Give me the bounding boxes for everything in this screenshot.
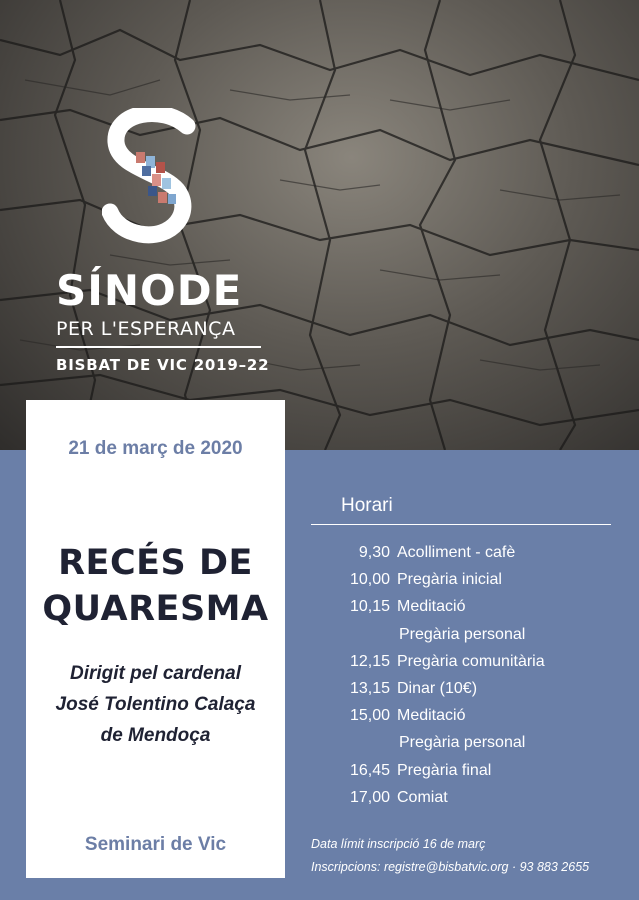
schedule-time: 10,00 <box>349 571 390 589</box>
registration-contact: Inscripcions: registre@bisbatvic.org · 93 883 2655 <box>311 860 590 874</box>
schedule-activity: Dinar (10€) <box>397 679 478 697</box>
logo-divider <box>56 346 261 348</box>
director-line-1: Dirigit pel cardenal <box>69 663 242 684</box>
logo-subtitle: PER L'ESPERANÇA <box>56 318 236 340</box>
schedule-activity: Pregària inicial <box>397 571 502 589</box>
event-venue: Seminari de Vic <box>84 834 227 855</box>
director-line-2: José Tolentino Calaça <box>55 694 256 715</box>
logo-title: SÍNODE <box>56 266 243 315</box>
synod-s-emblem <box>102 108 212 248</box>
event-director <box>26 658 285 751</box>
schedule-activity: Pregària personal <box>399 734 526 752</box>
event-title-line-1: RECÉS DE <box>58 543 253 583</box>
schedule-time: 12,15 <box>349 652 390 670</box>
schedule-divider <box>311 524 611 525</box>
schedule-time: 13,15 <box>349 679 390 697</box>
schedule-heading: Horari <box>341 495 393 516</box>
event-title-line-2: QUARESMA <box>42 589 269 629</box>
logo-diocese: BISBAT DE VIC 2019–22 <box>56 356 270 374</box>
schedule-time: 17,00 <box>349 788 390 806</box>
schedule-activity: Acolliment - cafè <box>397 544 516 561</box>
schedule-activity: Meditació <box>397 598 466 616</box>
event-card <box>26 400 285 878</box>
schedule-activity: Meditació <box>397 707 466 725</box>
event-title <box>26 540 285 632</box>
schedule-time: 9,30 <box>358 544 390 561</box>
schedule-time: 10,15 <box>349 598 390 616</box>
schedule-activity: Pregària personal <box>399 625 526 643</box>
schedule-activity: Comiat <box>397 788 448 806</box>
schedule-activity: Pregària final <box>397 761 492 779</box>
event-date: 21 de març de 2020 <box>68 438 243 459</box>
schedule-time: 15,00 <box>349 707 390 725</box>
registration-deadline: Data límit inscripció 16 de març <box>311 837 486 851</box>
schedule-time: 16,45 <box>349 761 390 779</box>
schedule-activity: Pregària comunitària <box>397 652 545 670</box>
director-line-3: de Mendoça <box>100 725 211 746</box>
